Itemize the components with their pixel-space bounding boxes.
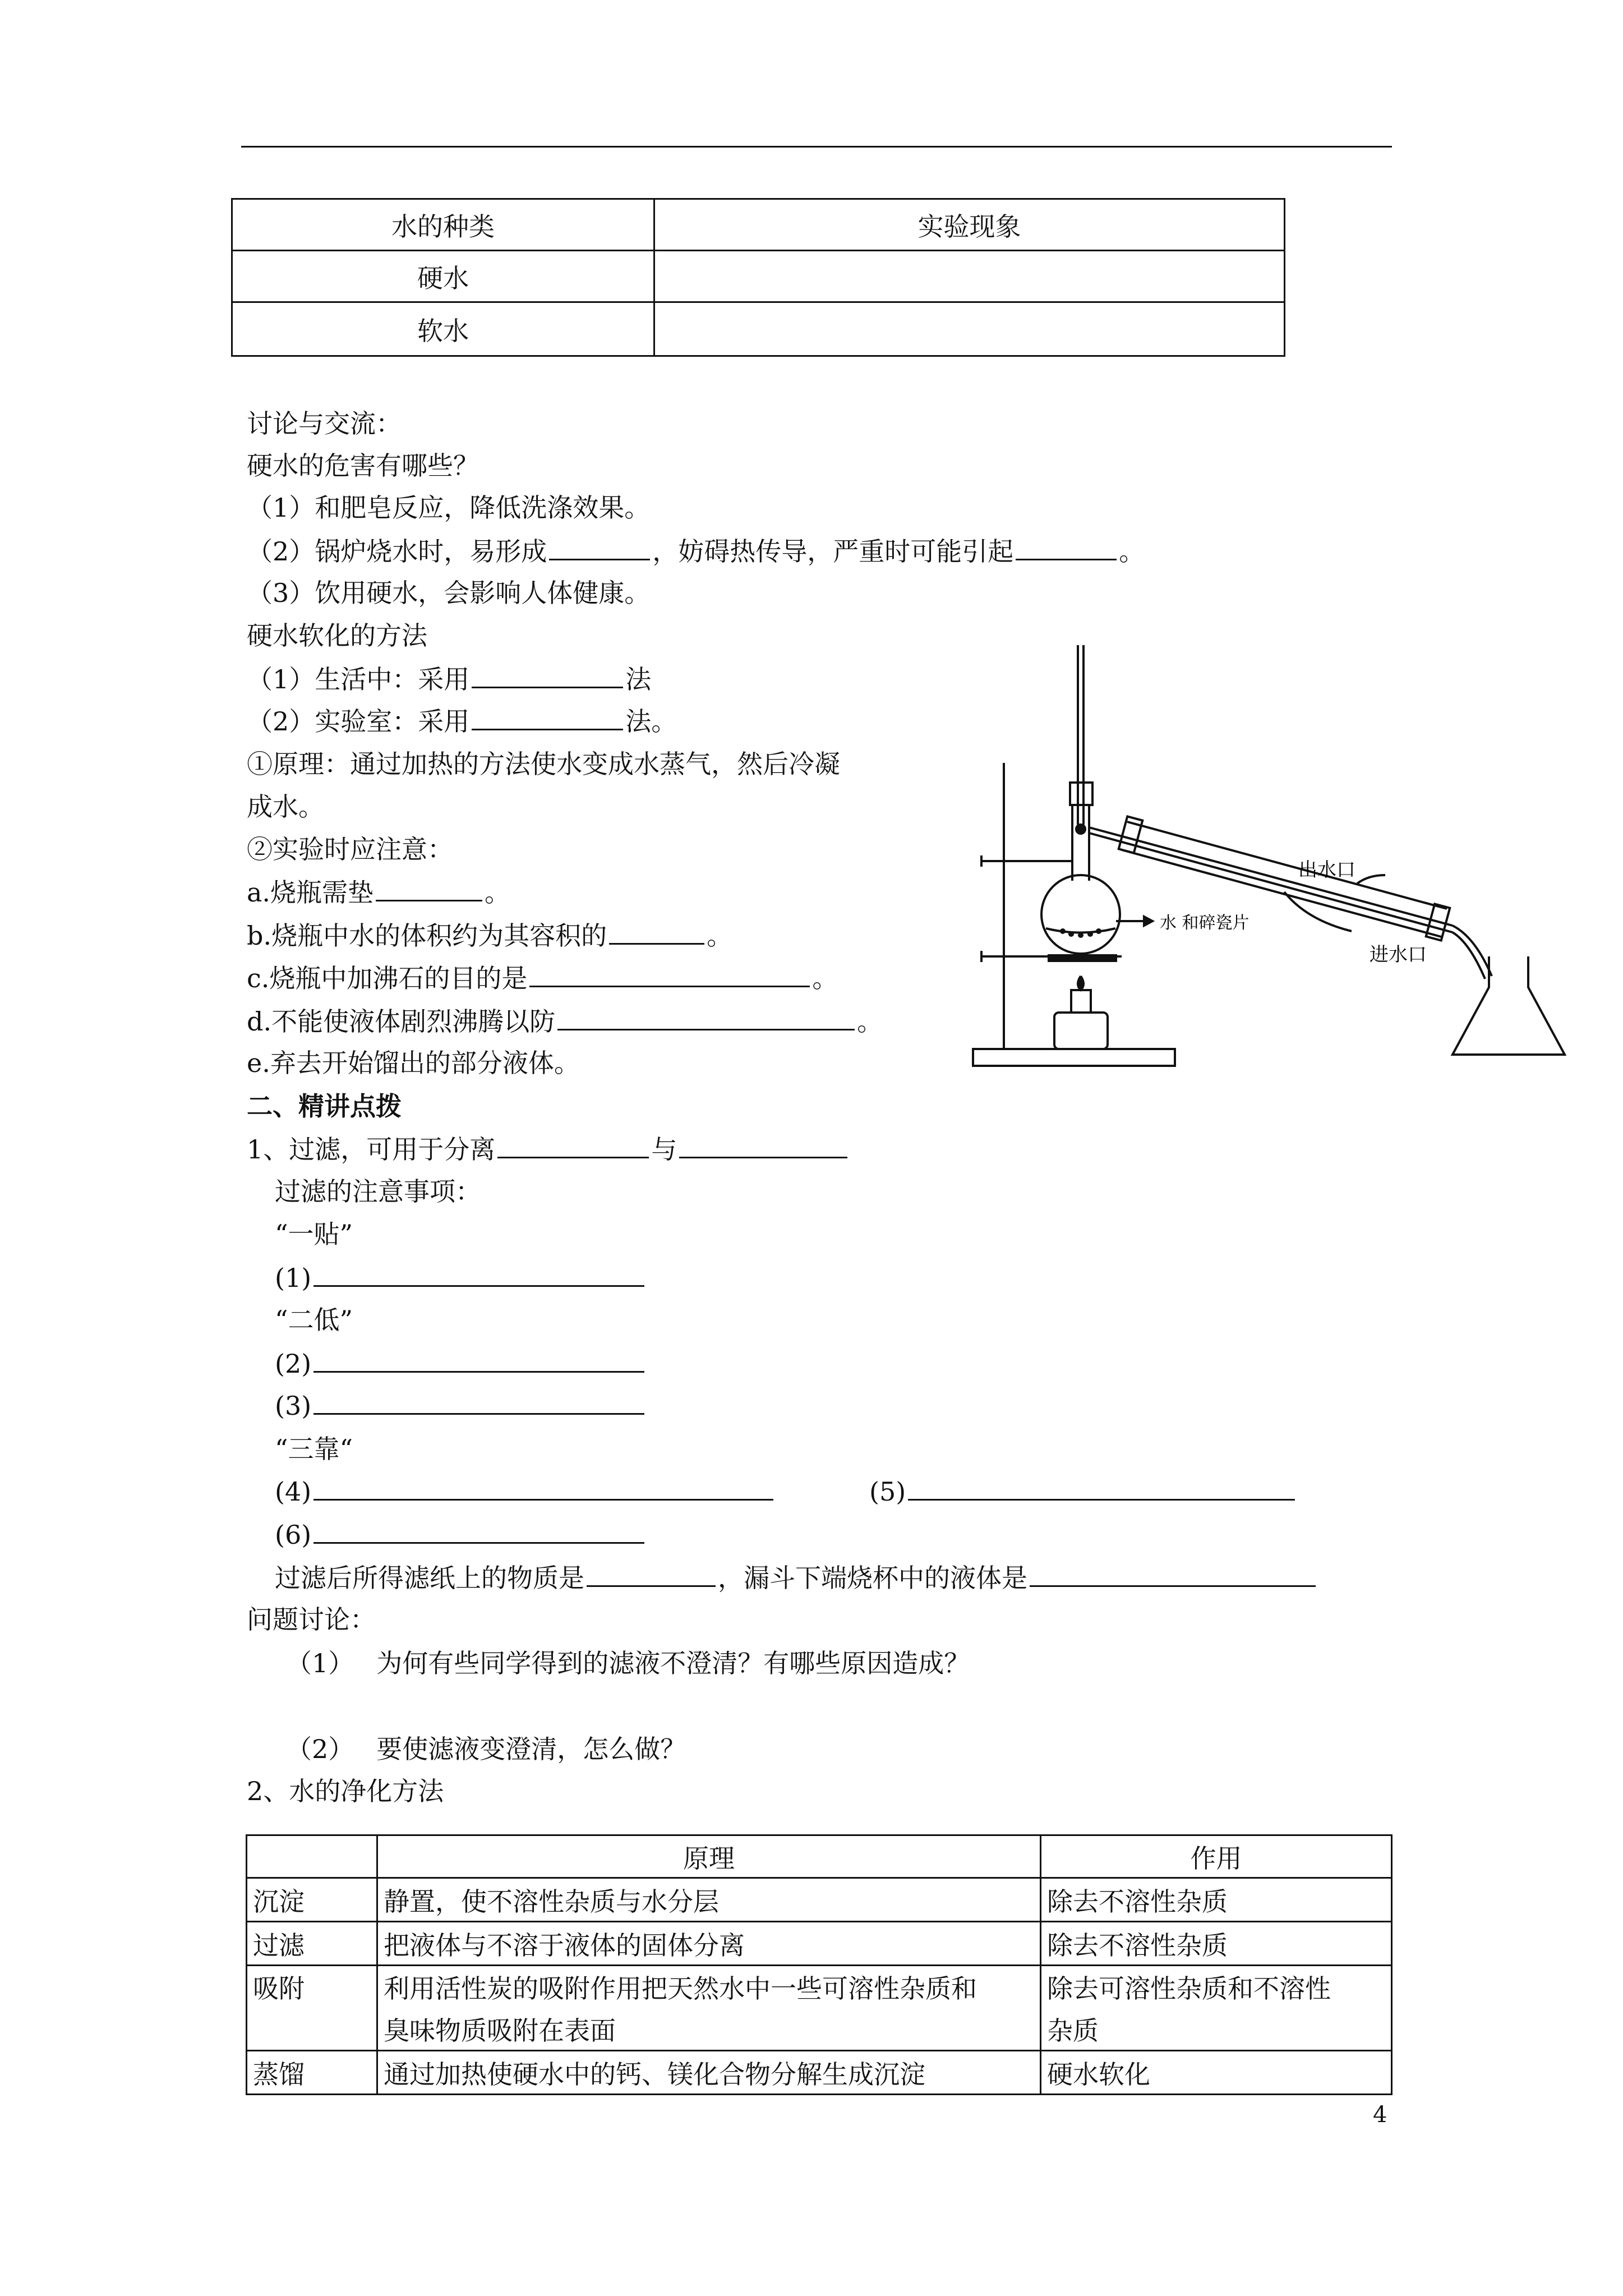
wire-gauze <box>1049 955 1116 961</box>
page-number: 4 <box>1373 2102 1387 2128</box>
note-6 <box>275 1517 647 1552</box>
table1-cell-hard-result <box>654 251 1285 302</box>
answer-blank[interactable] <box>587 1561 716 1587</box>
note-5 <box>869 1474 1297 1508</box>
answer-blank[interactable] <box>313 1388 644 1415</box>
answer-blank[interactable] <box>529 961 810 987</box>
distillation-flask <box>1041 875 1120 954</box>
header-rule <box>241 146 1392 148</box>
table2-method: 吸附 <box>247 1966 377 2008</box>
soften-2-part-a: （2）实验室：采用 <box>247 706 470 737</box>
table2-principle: 把液体与不溶于液体的固体分离 <box>377 1922 1041 1966</box>
soften-1-part-b: 法 <box>625 664 652 694</box>
table2-function: 除去可溶性杂质和不溶性 <box>1041 1966 1392 2008</box>
purify-title: 2、水的净化方法 <box>247 1776 444 1806</box>
question-title: 问题讨论： <box>247 1604 376 1635</box>
filter-intro-part-a: 1、过滤，可用于分离 <box>247 1134 496 1165</box>
table2-function: 杂质 <box>1041 2008 1392 2051</box>
yitie-label: “一贴” <box>275 1219 353 1249</box>
flame-icon <box>1078 976 1083 990</box>
answer-blank[interactable] <box>313 1346 644 1373</box>
question-1-num: （1） <box>286 1648 354 1678</box>
side-arm <box>1089 827 1453 926</box>
after-filter <box>275 1561 1318 1595</box>
question-2-num: （2） <box>286 1734 354 1764</box>
table2-header-principle: 原理 <box>377 1835 1041 1878</box>
hazard-3: （3）饮用硬水，会影响人体健康。 <box>247 578 651 608</box>
table2-method: 蒸馏 <box>247 2051 377 2095</box>
note-5-num: (5) <box>869 1476 906 1507</box>
note-a-part-a: a.烧瓶需垫 <box>247 877 374 908</box>
note-e: e.弃去开始馏出的部分液体。 <box>247 1048 580 1078</box>
table2-principle: 利用活性炭的吸附作用把天然水中一些可溶性杂质和 <box>377 1966 1041 2008</box>
table1-cell-soft: 软水 <box>232 302 654 356</box>
filter-intro-part-b: 与 <box>651 1134 677 1165</box>
stopper <box>1070 783 1092 805</box>
answer-blank[interactable] <box>472 662 623 688</box>
soften-2 <box>247 704 677 738</box>
purification-table <box>246 1834 1393 2095</box>
table1-header-type: 水的种类 <box>232 199 654 251</box>
discuss-title: 讨论与交流： <box>247 408 402 439</box>
distillation-apparatus-diagram <box>970 639 1581 1071</box>
table2-header-function: 作用 <box>1041 1835 1392 1878</box>
table2-principle: 通过加热使硬水中的钙、镁化合物分解生成沉淀 <box>377 2051 1041 2095</box>
table2-function: 除去不溶性杂质 <box>1041 1878 1392 1922</box>
answer-blank[interactable] <box>472 704 623 730</box>
hazard-2-part-c: 。 <box>1119 536 1145 567</box>
water-type-table <box>231 198 1285 357</box>
alcohol-lamp <box>1054 1013 1108 1049</box>
note-1 <box>275 1260 647 1295</box>
section2-title: 二、精讲点拨 <box>247 1091 402 1121</box>
table2-method: 过滤 <box>247 1922 377 1966</box>
flask-liquid <box>1046 928 1115 933</box>
note-2-num: (2) <box>275 1349 312 1379</box>
table2-method <box>247 2008 377 2051</box>
note-d <box>247 1004 883 1038</box>
note-3 <box>275 1388 647 1423</box>
table2-function: 硬水软化 <box>1041 2051 1392 2095</box>
table1-cell-soft-result <box>654 302 1285 356</box>
answer-blank[interactable] <box>679 1132 847 1158</box>
soften-1 <box>247 662 651 696</box>
answer-blank[interactable] <box>908 1474 1295 1501</box>
water-outlet-tube <box>1357 875 1385 884</box>
label-inlet: 进水口 <box>1370 944 1427 966</box>
note-b <box>247 918 732 953</box>
answer-blank[interactable] <box>313 1517 644 1544</box>
label-water-chips: 水 和碎瓷片 <box>1160 913 1249 933</box>
table2-method: 沉淀 <box>247 1878 377 1922</box>
table1-cell-hard: 硬水 <box>232 251 654 302</box>
note-b-part-b: 。 <box>707 921 733 951</box>
question-1 <box>286 1646 970 1680</box>
answer-blank[interactable] <box>549 534 650 560</box>
table2-principle: 静置，使不溶性杂质与水分层 <box>377 1878 1041 1922</box>
note-c-part-a: c.烧瓶中加沸石的目的是 <box>247 963 528 993</box>
note-2 <box>275 1346 647 1381</box>
hazard-question: 硬水的危害有哪些？ <box>247 450 479 481</box>
note-6-num: (6) <box>275 1520 312 1550</box>
sankao-label: “三靠“ <box>275 1434 353 1464</box>
table2-principle: 臭味物质吸附在表面 <box>377 2008 1041 2051</box>
note-a <box>247 875 510 909</box>
note-b-part-a: b.烧瓶中水的体积约为其容积的 <box>247 921 607 951</box>
question-2-text: 要使滤液变澄清，怎么做？ <box>376 1734 686 1764</box>
principle-line-2: 成水。 <box>247 792 324 822</box>
question-2 <box>286 1732 686 1766</box>
answer-blank[interactable] <box>1016 534 1117 560</box>
note-1-num: (1) <box>275 1263 312 1293</box>
hazard-1: （1）和肥皂反应，降低洗涤效果。 <box>247 493 651 523</box>
label-outlet: 出水口 <box>1298 859 1355 881</box>
boiling-chips-icon <box>1060 928 1101 938</box>
answer-blank[interactable] <box>376 875 482 901</box>
question-1-text: 为何有些同学得到的滤液不澄清？有哪些原因造成？ <box>376 1648 970 1678</box>
stand-base <box>973 1049 1175 1066</box>
after-filter-part-b: ，漏斗下端烧杯中的液体是 <box>718 1563 1027 1593</box>
table1-header-phenomenon: 实验现象 <box>654 199 1285 251</box>
hazard-2 <box>247 534 1145 568</box>
soften-2-part-b: 法。 <box>625 706 677 737</box>
adapter <box>1453 926 1492 976</box>
note-c-part-b: 。 <box>812 963 838 993</box>
answer-blank[interactable] <box>557 1004 855 1030</box>
answer-blank[interactable] <box>609 918 704 945</box>
table2-header-method <box>247 1835 377 1878</box>
notes-title: ②实验时应注意： <box>247 834 453 864</box>
note-4-num: (4) <box>275 1476 312 1507</box>
note-d-part-a: d.不能使液体剧烈沸腾以防 <box>247 1006 556 1037</box>
principle-line: ①原理：通过加热的方法使水变成水蒸气，然后冷凝 <box>247 749 840 779</box>
filter-intro <box>247 1132 850 1166</box>
erdi-label: “二低” <box>275 1305 353 1335</box>
filter-notes-title: 过滤的注意事项： <box>275 1176 481 1207</box>
answer-blank[interactable] <box>1030 1561 1316 1587</box>
receiving-flask <box>1453 956 1565 1055</box>
note-4 <box>275 1474 776 1508</box>
note-d-part-b: 。 <box>857 1006 883 1037</box>
hazard-2-part-b: ，妨碍热传导，严重时可能引起 <box>652 536 1014 567</box>
hazard-2-part-a: （2）锅炉烧水时，易形成 <box>247 536 547 567</box>
answer-blank[interactable] <box>313 1474 773 1501</box>
note-3-num: (3) <box>275 1391 312 1421</box>
note-a-part-b: 。 <box>485 877 511 908</box>
answer-blank[interactable] <box>497 1132 649 1158</box>
soften-1-part-a: （1）生活中：采用 <box>247 664 470 694</box>
after-filter-part-a: 过滤后所得滤纸上的物质是 <box>275 1563 584 1593</box>
soften-title: 硬水软化的方法 <box>247 620 427 651</box>
table2-function: 除去不溶性杂质 <box>1041 1922 1392 1966</box>
answer-blank[interactable] <box>313 1260 644 1287</box>
note-c <box>247 961 838 995</box>
